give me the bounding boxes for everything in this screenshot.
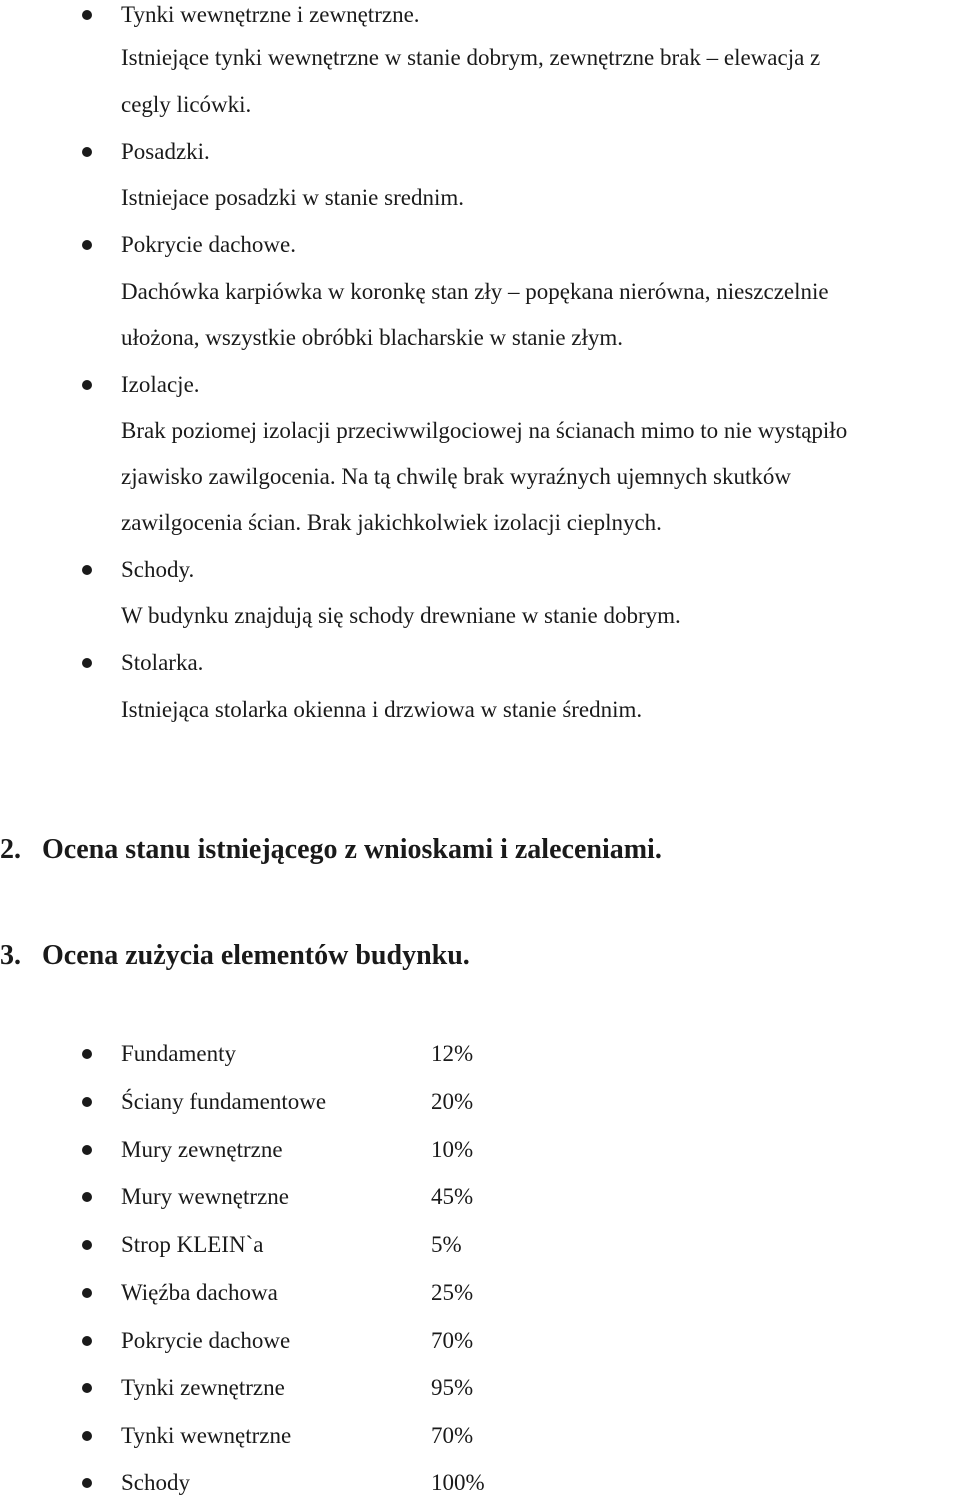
- bullet-icon: [82, 1431, 92, 1441]
- section-heading-3: [0, 939, 470, 973]
- wear-element: Więźba dachowa: [121, 1280, 278, 1305]
- item-text: zawilgocenia ścian. Brak jakichkolwiek izolacji cieplnych.: [121, 510, 662, 535]
- wear-percent: 10%: [431, 1137, 474, 1162]
- item-text: W budynku znajdują się schody drewniane w stanie dobrym.: [121, 603, 681, 628]
- bullet-icon: [82, 1192, 92, 1202]
- item-text: cegly licówki.: [121, 92, 252, 117]
- wear-element: Strop KLEIN`a: [121, 1232, 264, 1257]
- item-text: Dachówka karpiówka w koronkę stan zły – popękana nierówna, nieszczelnie: [121, 279, 829, 304]
- item-text: zjawisko zawilgocenia. Na tą chwilę brak wyraźnych ujemnych skutków: [121, 464, 791, 489]
- item-title-stairs: Schody.: [121, 557, 195, 582]
- section-heading-2: [0, 833, 662, 867]
- wear-percent: 70%: [431, 1423, 474, 1448]
- item-title-roofing: Pokrycie dachowe.: [121, 232, 296, 257]
- bullet-icon: [82, 1478, 92, 1488]
- item-text: ułożona, wszystkie obróbki blacharskie w stanie złym.: [121, 325, 624, 350]
- wear-element: Fundamenty: [121, 1041, 236, 1066]
- bullet-icon: [82, 380, 92, 390]
- bullet-icon: [82, 565, 92, 575]
- bullet-icon: [82, 10, 92, 20]
- wear-percent: 5%: [431, 1232, 462, 1257]
- wear-element: Pokrycie dachowe: [121, 1328, 291, 1353]
- section-number: 2.: [0, 834, 21, 865]
- bullet-icon: [82, 1288, 92, 1298]
- wear-percent: 12%: [431, 1041, 474, 1066]
- wear-element: Ściany fundamentowe: [121, 1089, 327, 1114]
- wear-percent: 45%: [431, 1184, 474, 1209]
- wear-percent: 70%: [431, 1328, 474, 1353]
- bullet-icon: [82, 1145, 92, 1155]
- bullet-icon: [82, 1049, 92, 1059]
- item-text: Brak poziomej izolacji przeciwwilgociowej na ścianach mimo to nie wystąpiło: [121, 418, 848, 443]
- item-text: Istniejąca stolarka okienna i drzwiowa w stanie średnim.: [121, 697, 643, 722]
- item-title-floors: Posadzki.: [121, 139, 210, 164]
- bullet-icon: [82, 1240, 92, 1250]
- wear-percent: 20%: [431, 1089, 474, 1114]
- wear-percent: 100%: [431, 1470, 485, 1495]
- item-title-insulation: Izolacje.: [121, 372, 200, 397]
- wear-percent: 25%: [431, 1280, 474, 1305]
- item-text: Istniejące tynki wewnętrzne w stanie dobrym, zewnętrzne brak – elewacja z: [121, 45, 821, 70]
- bullet-icon: [82, 1383, 92, 1393]
- bullet-icon: [82, 1097, 92, 1107]
- item-title-plaster: Tynki wewnętrzne i zewnętrzne.: [121, 2, 420, 27]
- wear-percent: 95%: [431, 1375, 474, 1400]
- bullet-icon: [82, 240, 92, 250]
- bullet-icon: [82, 147, 92, 157]
- wear-element: Mury wewnętrzne: [121, 1184, 289, 1209]
- section-title: Ocena stanu istniejącego z wnioskami i zaleceniami.: [42, 834, 662, 865]
- bullet-icon: [82, 658, 92, 668]
- section-number: 3.: [0, 940, 21, 971]
- wear-element: Schody: [121, 1470, 190, 1495]
- item-title-joinery: Stolarka.: [121, 650, 204, 675]
- section-title: Ocena zużycia elementów budynku.: [42, 940, 470, 971]
- item-text: Istniejace posadzki w stanie srednim.: [121, 185, 464, 210]
- wear-element: Mury zewnętrzne: [121, 1137, 283, 1162]
- bullet-icon: [82, 1336, 92, 1346]
- wear-element: Tynki zewnętrzne: [121, 1375, 285, 1400]
- wear-element: Tynki wewnętrzne: [121, 1423, 292, 1448]
